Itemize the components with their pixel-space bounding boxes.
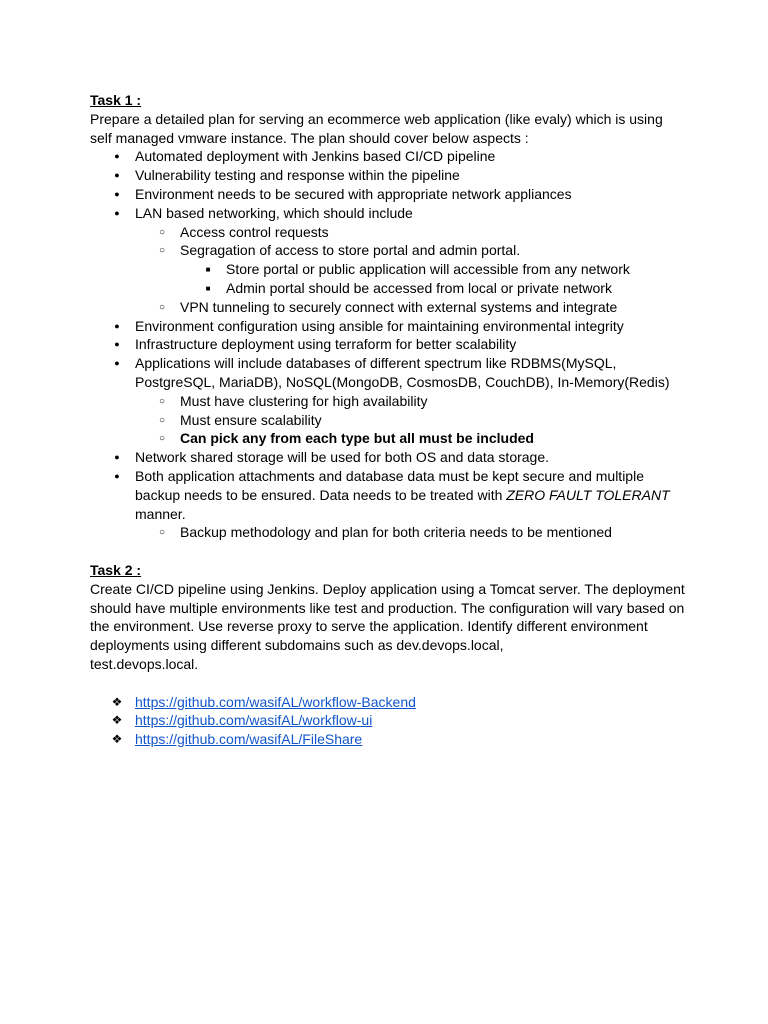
sub-list-item (90, 429, 690, 448)
list-item (90, 467, 690, 486)
sub-list-item (90, 241, 690, 260)
task2-text-line: deployments using different subdomains such as dev.devops.local, (90, 637, 504, 654)
bullet-disc-icon (110, 185, 124, 205)
list-item-text: Environment configuration using ansible for maintaining environmental integrity (135, 317, 624, 334)
bullet-circle-icon (155, 298, 169, 319)
list-item-continuation (90, 486, 690, 505)
sub-list-item (90, 523, 690, 542)
list-item-text: Backup methodology and plan for both criteria needs to be mentioned (180, 524, 612, 541)
document-body (90, 91, 690, 749)
list-item-text: manner. (135, 505, 186, 522)
sub-list-item (90, 298, 690, 317)
task1-intro-line: Prepare a detailed plan for serving an ecommerce web application (like evaly) which is using (90, 110, 663, 127)
sub-list-item (90, 223, 690, 242)
list-item-text: Infrastructure deployment using terraform for better scalability (135, 336, 517, 353)
list-item-text: Access control requests (180, 223, 329, 240)
bullet-square-icon (201, 260, 215, 281)
list-item (90, 204, 690, 223)
list-item-continuation (90, 373, 690, 392)
list-item-text: VPN tunneling to securely connect with external systems and integrate (180, 298, 618, 315)
list-item (90, 185, 690, 204)
sub-list-item (90, 411, 690, 430)
repo-link-fileshare[interactable]: https://github.com/wasifAL/FileShare (135, 731, 363, 748)
list-item-text: Vulnerability testing and response within the pipeline (135, 167, 460, 184)
repo-link-ui[interactable]: https://github.com/wasifAL/workflow-ui (135, 712, 373, 729)
task2-text-line: should have multiple environments like test and production. The configuration will vary based on (90, 599, 685, 616)
bullet-diamond-icon (110, 730, 124, 749)
list-item-text: Environment needs to be secured with appropriate network appliances (135, 185, 572, 202)
list-item-text: Can pick any from each type but all must be included (180, 430, 534, 447)
list-item-text: Segragation of access to store portal and admin portal. (180, 242, 521, 259)
emphasis-text: ZERO FAULT TOLERANT (506, 486, 670, 503)
link-list-item (90, 711, 690, 730)
list-item (90, 354, 690, 373)
list-item-text: Store portal or public application will accessible from any network (226, 261, 630, 278)
link-list-item (90, 693, 690, 712)
bullet-circle-icon (155, 392, 169, 413)
task2-heading: Task 2 : (90, 561, 142, 578)
bullet-square-icon (201, 279, 215, 300)
bullet-disc-icon (110, 317, 124, 337)
list-item-continuation (90, 505, 690, 524)
list-item-text: Must ensure scalability (180, 411, 322, 428)
bullet-disc-icon (110, 166, 124, 186)
bullet-circle-icon (155, 523, 169, 544)
list-item-text: LAN based networking, which should include (135, 204, 413, 221)
bullet-circle-icon (155, 411, 169, 432)
spacer (90, 674, 690, 693)
list-item-text: backup needs to be ensured. Data needs to be treated with (135, 486, 507, 503)
bullet-circle-icon (155, 223, 169, 244)
bullet-disc-icon (110, 448, 124, 468)
sub-sub-list-item (90, 279, 690, 298)
task1-intro-line: self managed vmware instance. The plan should cover below aspects : (90, 129, 529, 146)
bullet-disc-icon (110, 467, 124, 487)
list-item-text: Must have clustering for high availability (180, 392, 428, 409)
list-item-text: Automated deployment with Jenkins based CI/CD pipeline (135, 148, 496, 165)
bullet-disc-icon (110, 147, 124, 167)
task2-text-line: Create CI/CD pipeline using Jenkins. Deploy application using a Tomcat server. The deployment (90, 580, 685, 597)
spacer (90, 542, 690, 561)
sub-sub-list-item (90, 260, 690, 279)
list-item (90, 166, 690, 185)
link-list-item (90, 730, 690, 749)
list-item-text: PostgreSQL, MariaDB), NoSQL(MongoDB, CosmosDB, CouchDB), In-Memory(Redis) (135, 373, 670, 390)
bullet-circle-icon (155, 429, 169, 450)
task1-heading: Task 1 : (90, 92, 142, 108)
bullet-circle-icon (155, 241, 169, 262)
list-item (90, 335, 690, 354)
list-item-text: Applications will include databases of different spectrum like RDBMS(MySQL, (135, 355, 617, 372)
task2-text-line: the environment. Use reverse proxy to serve the application. Identify different environment (90, 618, 648, 635)
list-item-text: Both application attachments and database data must be kept secure and multiple (135, 467, 644, 484)
task2-text-line: test.devops.local. (90, 655, 199, 672)
sub-list-item (90, 392, 690, 411)
list-item (90, 317, 690, 336)
bullet-diamond-icon (110, 711, 124, 730)
list-item-text: Network shared storage will be used for both OS and data storage. (135, 449, 550, 466)
repo-link-backend[interactable]: https://github.com/wasifAL/workflow-Backend (135, 693, 416, 710)
list-item-text: Admin portal should be accessed from local or private network (226, 279, 612, 296)
bullet-disc-icon (110, 354, 124, 374)
bullet-diamond-icon (110, 693, 124, 712)
bullet-disc-icon (110, 204, 124, 224)
list-item (90, 147, 690, 166)
list-item (90, 448, 690, 467)
bullet-disc-icon (110, 335, 124, 355)
